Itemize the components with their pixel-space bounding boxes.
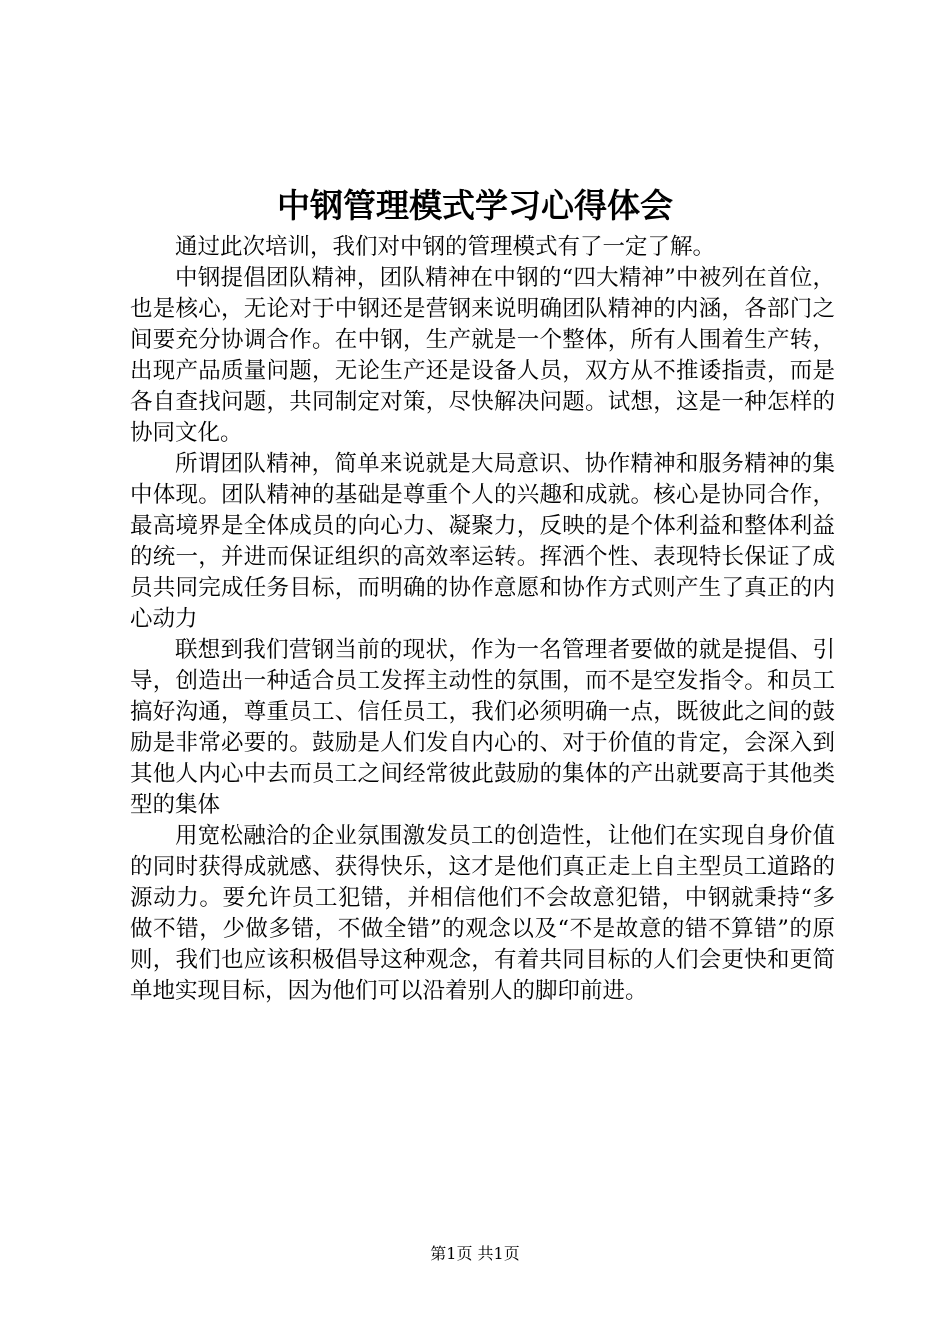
paragraph-1: 通过此次培训，我们对中钢的管理模式有了一定了解。: [175, 234, 716, 260]
paragraph-2: 中钢提倡团队精神，团队精神在中钢的“四大精神”中被列在首位，也是核心，无论对于中钢还是营钢来说明确团队精神的内涵，各部门之间要充分协调合作。在中钢，生产就是一个整体，所有人围着生产转，出现产品质量问题，无论生产还是设备人员，双方从不推诿指责，而是各自查找问题，共同制定对策，尽快解决问题。试想，这是一种怎样的协同文化。: [130, 265, 835, 446]
paragraph-3: 所谓团队精神，简单来说就是大局意识、协作精神和服务精神的集中体现。团队精神的基础是尊重个人的兴趣和成就。核心是协同合作，最高境界是全体成员的向心力、凝聚力，反映的是个体利益和整体利益的统一，并进而保证组织的高效率运转。挥洒个性、表现特长保证了成员共同完成任务目标，而明确的协作意愿和协作方式则产生了真正的内心动力: [130, 451, 835, 632]
page-number-footer: 第1页 共1页: [430, 1244, 520, 1263]
paragraph-4: 联想到我们营钢当前的现状，作为一名管理者要做的就是提倡、引导，创造出一种适合员工发挥主动性的氛围，而不是空发指令。和员工搞好沟通，尊重员工、信任员工，我们必须明确一点，既彼此之间的鼓励是非常必要的。鼓励是人们发自内心的、对于价值的肯定，会深入到其他人内心中去而员工之间经常彼此鼓励的集体的产出就要高于其他类型的集体: [130, 637, 835, 818]
paragraph-5: 用宽松融洽的企业氛围激发员工的创造性，让他们在实现自身价值的同时获得成就感、获得快乐，这才是他们真正走上自主型员工道路的源动力。要允许员工犯错，并相信他们不会故意犯错，中钢就秉持“多做不错，少做多错，不做全错”的观念以及“不是故意的错不算错”的原则，我们也应该积极倡导这种观念，有着共同目标的人们会更快和更简单地实现目标，因为他们可以沿着别人的脚印前进。: [130, 823, 835, 1004]
document-title: 中钢管理模式学习心得体会: [277, 186, 673, 225]
document-body: [130, 232, 835, 1007]
